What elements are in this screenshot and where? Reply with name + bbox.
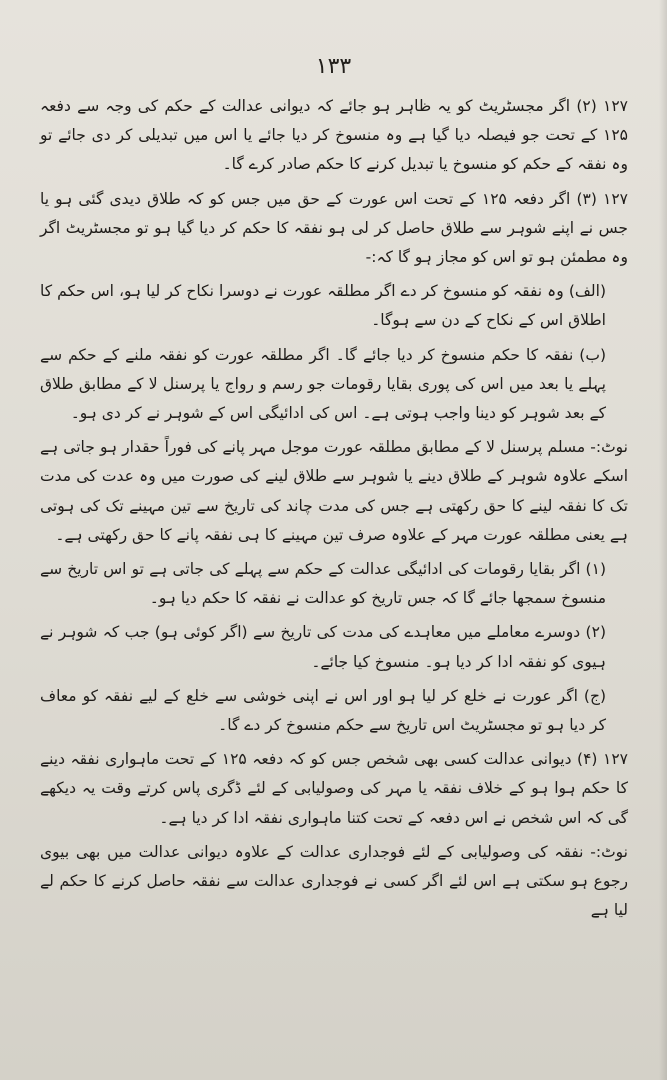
paragraph-note-1: نوٹ:- مسلم پرسنل لا کے مطابق مطلقہ عورت موجل مہر پانے کی فوراً حقدار ہو جاتی ہے اسکے علاوہ شوہر کے طلاق دینے یا شوہر سے طلاق لینے کی صورت میں وہ عدت کی مدت تک کا نفقہ لینے کا حق رکھتی ہے جس کی مدت چاند کی تاریخ سے تین مہینے تک کی ہوتی ہے یعنی مطلقہ عورت مہر کے علاوہ صرف تین مہینے کا ہی نفقہ پانے کا حق رکھتی ہے۔ [40,438,628,544]
paragraph-clause-be: (ب) نفقہ کا حکم منسوخ کر دیا جائے گا۔ اگر مطلقہ عورت کو نفقہ ملنے کے حکم سے پہلے یا بعد میں اس کی پوری بقایا رقومات جو رسم و رواج یا پرسنل لا کے مطابق طلاق کے بعد شوہر کو دینا واجب ہوتی ہے۔ اس کی ادائیگی اس کے شوہر نے کر دی ہو۔ [40,345,606,423]
page-edge-shadow [659,0,667,1080]
paragraph-127-2: ۱۲۷ (۲) اگر مجسٹریٹ کو یہ ظاہر ہو جائے کہ دیوانی عدالت کے حکم کی وجہ سے دفعہ ۱۲۵ کے تحت جو فیصلہ دیا گیا ہے وہ منسوخ کر دیا جائے یا اس میں تبدیلی کر دی جائے تو وہ نفقہ کے حکم کو منسوخ یا تبدیل کرنے کا حکم صادر کرے گا۔ [40,97,628,174]
paragraph-clause-jeem: (ج) اگر عورت نے خلع کر لیا ہو اور اس نے اپنی خوشی سے خلع کے لیے نفقہ کو معاف کر دیا ہو تو مجسٹریٹ اس تاریخ سے حکم منسوخ کر دے گا۔ [40,686,606,735]
paragraph-127-4: ۱۲۷ (۴) دیوانی عدالت کسی بھی شخص جس کو کہ دفعہ ۱۲۵ کے تحت ماہواری نفقہ دینے کا حکم ہوا ہو کے خلاف نفقہ یا مہر کی وصولیابی کے لئے ڈگری پاس کرتے وقت یہ دیکھے گی کہ اس شخص نے اس دفعہ کے تحت کتنا ماہواری نفقہ ادا کر دیا ہے۔ [40,750,628,827]
paragraph-subclause-2: (۲) دوسرے معاملے میں معاہدے کی مدت کی تاریخ سے (اگر کوئی ہو) جب کہ شوہر نے ہیوی کو نفقہ ادا کر دیا ہو۔ منسوخ کیا جائے۔ [40,623,606,671]
paragraph-127-3: ۱۲۷ (۳) اگر دفعہ ۱۲۵ کے تحت اس عورت کے حق میں جس کو کہ طلاق دیدی گئی ہو یا جس نے اپنے شوہر سے طلاق حاصل کر لی ہو نفقہ کا حکم کر دیا گیا ہو تو مجسٹریٹ اگر وہ مطمئن ہو تو اس کو مجاز ہو گا کہ:- [40,189,629,267]
page-number: ۱۳۳ [315,54,352,79]
page-body [40,92,628,930]
paragraph-clause-alif: (الف) وہ نفقہ کو منسوخ کر دے اگر مطلقہ عورت نے دوسرا نکاح کر لیا ہو، اس حکم کا اطلاق اس کے نکاح کے دن سے ہوگا۔ [40,282,606,330]
paragraph-note-2: نوٹ:- نفقہ کی وصولیابی کے لئے فوجداری عدالت کے علاوہ دیوانی عدالت میں بھی بیوی رجوع ہو سکتی ہے اس لئے اگر کسی نے فوجداری عدالت سے نفقہ حاصل کرنے کا حکم لے لیا ہے [40,842,628,920]
paragraph-subclause-1: (۱) اگر بقایا رقومات کی ادائیگی عدالت کے حکم سے پہلے کی جاتی ہے تو اس تاریخ سے منسوخ سمجھا جائے گا کہ جس تاریخ کو عدالت نے نفقہ کا حکم دیا ہو۔ [40,560,606,608]
